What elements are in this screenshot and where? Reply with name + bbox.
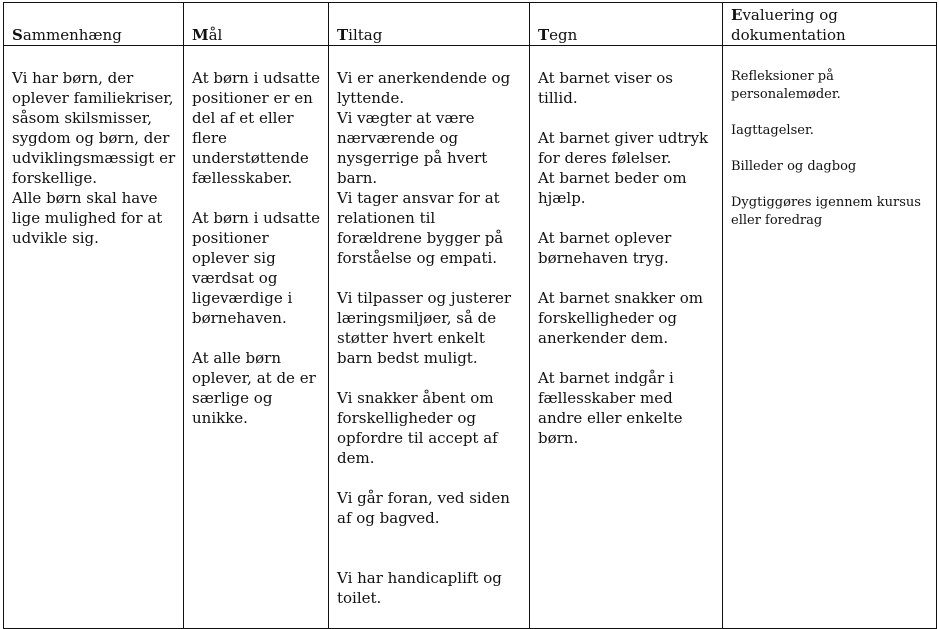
cell-sammenhaeng: [4, 46, 184, 629]
header-evaluering: Evaluering og dokumentation: [723, 3, 937, 46]
header-maal: Mål: [184, 3, 329, 46]
evaluering-text: Iagttagelser.: [731, 123, 814, 138]
cell-tiltag: [329, 46, 530, 629]
tiltag-text: Vi tilpasser og justerer læringsmiljøer, så de støtter hvert enkelt barn bedst muligt.: [337, 289, 512, 367]
cell-maal: [184, 46, 329, 629]
maal-text: At alle børn oplever, at de er særlige og unikke.: [192, 349, 316, 427]
tegn-text: At barnet giver udtryk for deres følelser.: [538, 129, 709, 167]
maal-text: At børn i udsatte positioner oplever sig værdsat og ligeværdige i børnehaven.: [192, 209, 320, 327]
tegn-text: At barnet viser os tillid.: [538, 69, 673, 107]
evaluering-text: Billeder og dagbog: [731, 159, 857, 174]
tegn-text: At barnet indgår i fællesskaber med andre eller enkelte børn.: [538, 369, 683, 447]
tiltag-text: Vi har handicaplift og toilet.: [337, 569, 502, 607]
tegn-text: At barnet snakker om forskelligheder og anerkender dem.: [538, 289, 703, 347]
header-tiltag: Tiltag: [329, 3, 530, 46]
tiltag-text: Vi går foran, ved siden af og bagved.: [337, 489, 510, 527]
header-tegn: Tegn: [530, 3, 723, 46]
tiltag-text: Vi snakker åbent om forskelligheder og opfordre til accept af dem.: [337, 389, 498, 467]
header-sammenhaeng: Sammenhæng: [4, 3, 184, 46]
evaluering-text: Dygtiggøres igennem kursus eller foredrag: [731, 195, 921, 228]
evaluering-text: Refleksioner på personalemøder.: [731, 69, 841, 102]
maal-text: At børn i udsatte positioner er en del af et eller flere understøttende fællesskaber.: [192, 69, 320, 187]
tegn-text: At barnet oplever børnehaven tryg.: [538, 229, 672, 267]
sammenhaeng-text: Alle børn skal have lige mulighed for at udvikle sig.: [12, 189, 163, 247]
header-row: [4, 3, 937, 46]
tegn-text: At barnet beder om hjælp.: [538, 169, 687, 207]
content-row: [4, 46, 937, 629]
learning-plan-table: [3, 2, 937, 629]
cell-evaluering: [723, 46, 937, 629]
tiltag-text: Vi vægter at være nærværende og nysgerrige på hvert barn.: [337, 109, 488, 187]
cell-tegn: [530, 46, 723, 629]
tiltag-text: Vi er anerkendende og lyttende.: [337, 69, 511, 107]
sammenhaeng-text: Vi har børn, der oplever familiekriser, såsom skilsmisser, sygdom og børn, der udviklingsmæssigt er forskellige.: [12, 69, 176, 187]
tiltag-text: Vi tager ansvar for at relationen til forældrene bygger på forståelse og empati.: [337, 189, 504, 267]
